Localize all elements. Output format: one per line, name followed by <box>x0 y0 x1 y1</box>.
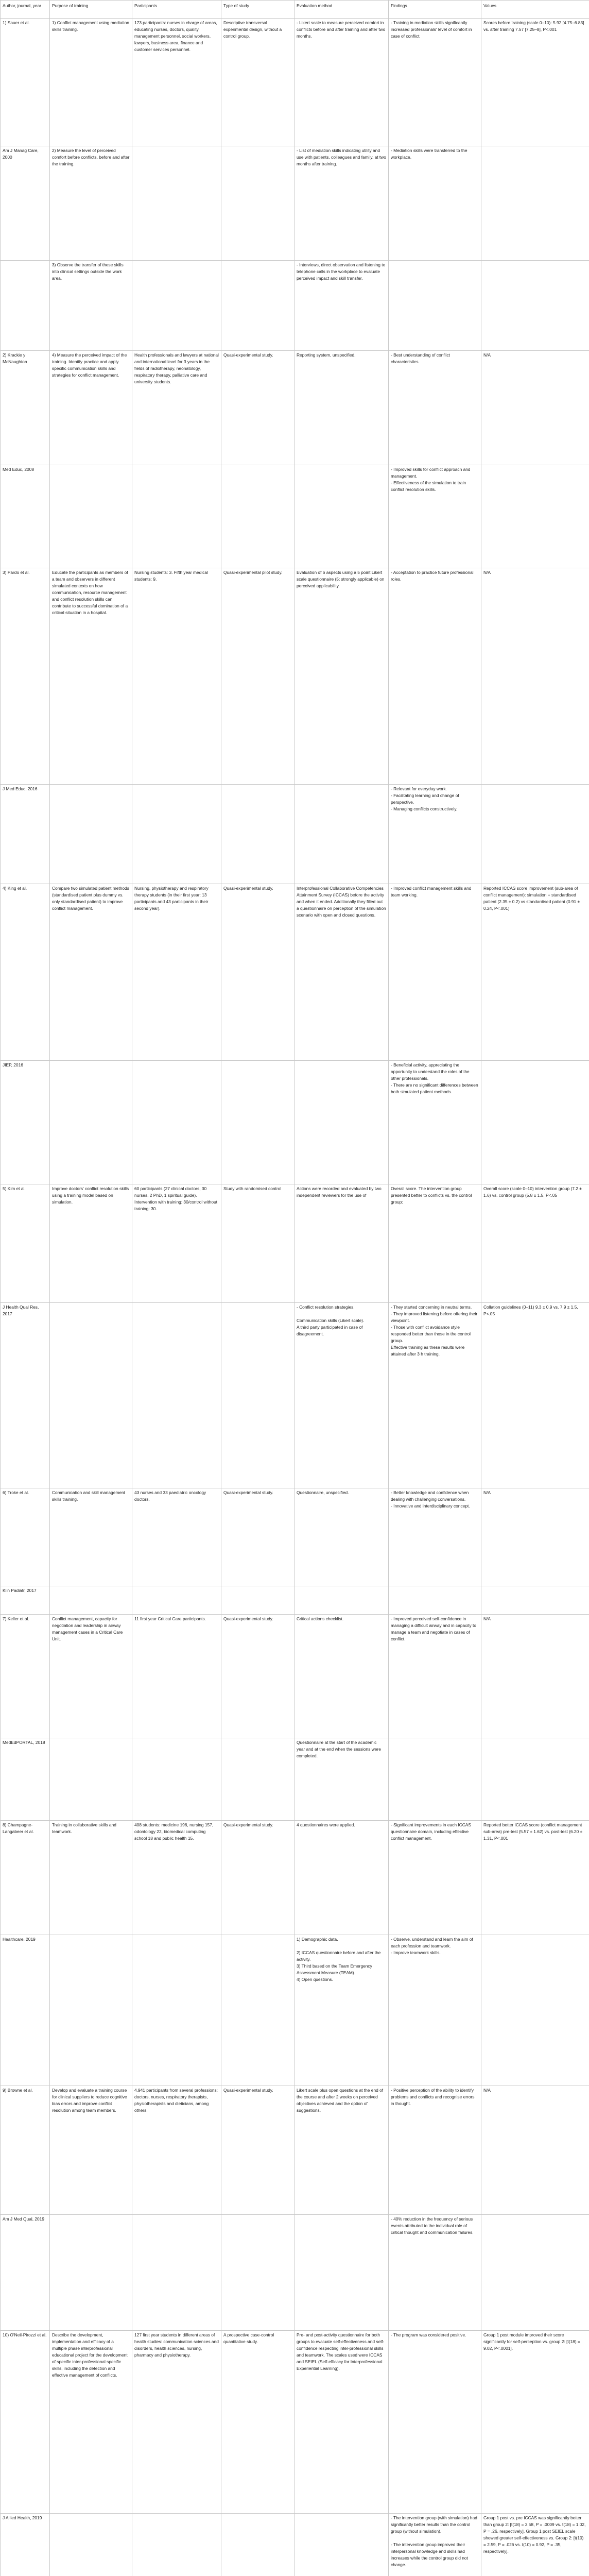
participants-cell: 173 participants: nurses in charge of areas, educating nurses, doctors, quality management personnel, social workers, lawyers, business area, finance and customer services personnel. <box>132 19 221 146</box>
purpose-cell: Conflict management, capacity for negotiation and leadership in airway management cases in a Critical Care Unit. <box>50 1615 132 1738</box>
participants-cell: Health professionals and lawyers at national and international level for 3 years in the fields of radiotherapy, neonatology, respiratory therapy, palliative care and university students. <box>132 351 221 465</box>
study-type-cell <box>221 1738 294 1821</box>
findings-cell: - The program was considered positive. <box>389 2331 481 2514</box>
study-type-cell <box>221 785 294 884</box>
table-row <box>1 19 589 146</box>
author-cell: 2) Krackie y McNaughton <box>1 351 50 465</box>
participants-cell: 127 first year students in different areas of health studies: communication sciences and disorders, health sciences, nursing, pharmacy and physiotherapy. <box>132 2331 221 2514</box>
values-cell: Overall score (scale 0–10) intervention group (7.2 ± 1.6) vs. control group (5.8 ± 1.5, P<.05 <box>481 1184 589 1303</box>
author-cell: Am J Med Qual, 2019 <box>1 2215 50 2331</box>
author-cell: 1) Sauer et al. <box>1 19 50 146</box>
evaluation-cell: - List of mediation skills indicating utility and use with patients, colleagues and family, at two months after training. <box>294 146 389 261</box>
findings-cell: - Better knowledge and confidence when dealing with challenging conversations. - Innovative and interdisciplinary concept. <box>389 1488 481 1586</box>
values-cell: Group 1 post module improved their score significantly for self-perception vs. group 2: [t(18) = 9.02, P<.0001]. <box>481 2331 589 2514</box>
table-row <box>1 261 589 351</box>
values-cell: N/A <box>481 2086 589 2215</box>
evaluation-cell <box>294 465 389 568</box>
participants-cell <box>132 1738 221 1821</box>
author-cell: 3) Pardo et al. <box>1 568 50 785</box>
author-cell: 7) Keller et al. <box>1 1615 50 1738</box>
values-cell <box>481 1738 589 1821</box>
author-cell: 6) Troke et al. <box>1 1488 50 1586</box>
participants-cell: 4,941 participants from several professions: doctors, nurses, respiratory therapists, physiotherapists and dieticians, among others. <box>132 2086 221 2215</box>
findings-cell: - Significant improvements in each ICCAS questionnaire domain, including effective conflict management. <box>389 1821 481 1935</box>
purpose-cell: Communication and skill management skills training. <box>50 1488 132 1586</box>
table-row <box>1 785 589 884</box>
values-cell <box>481 1061 589 1184</box>
participants-cell <box>132 1935 221 2086</box>
author-cell: Healthcare, 2019 <box>1 1935 50 2086</box>
evaluation-cell: - Interviews, direct observation and listening to telephone calls in the workplace to evaluate perceived impact and skill transfer. <box>294 261 389 351</box>
study-type-cell <box>221 261 294 351</box>
findings-cell: - Positive perception of the ability to identify problems and conflicts and recognise errors in thought. <box>389 2086 481 2215</box>
findings-cell: - Relevant for everyday work. - Facilitating learning and change of perspective. - Managing conflicts constructively. <box>389 785 481 884</box>
findings-cell <box>389 261 481 351</box>
study-type-cell: Study with randomised control <box>221 1184 294 1303</box>
evaluation-cell <box>294 1061 389 1184</box>
study-type-cell: Quasi-experimental study. <box>221 1615 294 1738</box>
column-header: Evaluation method <box>294 1 389 19</box>
evaluation-cell: Evaluation of 6 aspects using a 5 point Likert scale questionnaire (5: strongly applicable) on perceived applicability. <box>294 568 389 785</box>
column-header: Type of study <box>221 1 294 19</box>
column-header: Purpose of training <box>50 1 132 19</box>
table-row <box>1 1738 589 1821</box>
study-type-cell: Quasi-experimental study. <box>221 2086 294 2215</box>
purpose-cell <box>50 1586 132 1615</box>
table-body <box>1 19 589 2576</box>
table-row <box>1 351 589 465</box>
values-cell <box>481 1586 589 1615</box>
purpose-cell: Improve doctors' conflict resolution skills using a training model based on simulation. <box>50 1184 132 1303</box>
purpose-cell <box>50 2215 132 2331</box>
table-row <box>1 1615 589 1738</box>
findings-cell <box>389 1738 481 1821</box>
purpose-cell <box>50 1738 132 1821</box>
table-row <box>1 884 589 1061</box>
evaluation-cell: 4 questionnaires were applied. <box>294 1821 389 1935</box>
participants-cell: 11 first year Critical Care participants. <box>132 1615 221 1738</box>
study-type-cell: A prospective case-control quantitative study. <box>221 2331 294 2514</box>
purpose-cell <box>50 1935 132 2086</box>
participants-cell: 43 nurses and 33 paediatric oncology doctors. <box>132 1488 221 1586</box>
table-row <box>1 2086 589 2215</box>
purpose-cell: 3) Observe the transfer of these skills into clinical settings outside the work area. <box>50 261 132 351</box>
evaluation-cell: - Likert scale to measure perceived comfort in conflicts before and after training and after two months. <box>294 19 389 146</box>
values-cell <box>481 146 589 261</box>
table-row <box>1 568 589 785</box>
author-cell: Med Educ, 2008 <box>1 465 50 568</box>
author-cell: MedEdPORTAL, 2018 <box>1 1738 50 1821</box>
values-cell <box>481 2215 589 2331</box>
author-cell: J Health Qual Res, 2017 <box>1 1303 50 1488</box>
study-type-cell <box>221 2514 294 2576</box>
participants-cell <box>132 1303 221 1488</box>
values-cell: N/A <box>481 1488 589 1586</box>
study-type-cell: Quasi-experimental study. <box>221 351 294 465</box>
findings-cell: - The intervention group (with simulation) had significantly better results than the control group (without simulation). - The intervention group improved their interpersonal knowledge and skills had increases while the control group did not change. <box>389 2514 481 2576</box>
findings-cell: - Training in mediation skills significantly increased professionals' level of comfort in case of conflict. <box>389 19 481 146</box>
evaluation-cell <box>294 1586 389 1615</box>
author-cell: Am J Manag Care, 2000 <box>1 146 50 261</box>
values-cell: N/A <box>481 1615 589 1738</box>
values-cell: Scores before training (scale 0–10): 5.92 [4.75–6.83] vs. after training 7.57 [7.25–8], P<.001 <box>481 19 589 146</box>
values-cell: Collation guidelines (0–11) 9.3 ± 0.9 vs. 7.9 ± 1.5, P<.05 <box>481 1303 589 1488</box>
participants-cell <box>132 785 221 884</box>
evaluation-cell: 1) Demographic data. 2) ICCAS questionnaire before and after the activity. 3) Third based on the Team Emergency Assessment Measure (TEAM). 4) Open questions. <box>294 1935 389 2086</box>
table-row <box>1 1821 589 1935</box>
study-type-cell: Quasi-experimental study. <box>221 884 294 1061</box>
evaluation-cell: Pre- and post-activity questionnaire for both groups to evaluate self-effectiveness and self-confidence respecting inter-professional skills and teamwork. The scales used were ICCAS and SEIEL (Self-efficacy for Interprofessional Experiential Learning). <box>294 2331 389 2514</box>
purpose-cell: 1) Conflict management using mediation skills training. <box>50 19 132 146</box>
purpose-cell <box>50 465 132 568</box>
participants-cell: Nursing, physiotherapy and respiratory therapy students (in their first year: 13 participants and 43 participants in their second year). <box>132 884 221 1061</box>
column-header: Findings <box>389 1 481 19</box>
table-row <box>1 146 589 261</box>
study-type-cell <box>221 2215 294 2331</box>
table-row <box>1 465 589 568</box>
participants-cell <box>132 465 221 568</box>
evaluation-cell <box>294 785 389 884</box>
author-cell: 4) King et al. <box>1 884 50 1061</box>
table-row <box>1 2514 589 2576</box>
study-type-cell <box>221 1586 294 1615</box>
table-row <box>1 2331 589 2514</box>
evaluation-cell: Actions were recorded and evaluated by two independent reviewers for the use of <box>294 1184 389 1303</box>
evaluation-cell: - Conflict resolution strategies. Communication skills (Likert scale). A third party participated in case of disagreement. <box>294 1303 389 1488</box>
table-row <box>1 1303 589 1488</box>
participants-cell: 60 participants (27 clinical doctors, 30 nurses, 2 PhD, 1 spiritual guide). Intervention with training: 30/control without training: 30. <box>132 1184 221 1303</box>
participants-cell <box>132 2514 221 2576</box>
table-row <box>1 1061 589 1184</box>
participants-cell <box>132 261 221 351</box>
table-row <box>1 1488 589 1586</box>
study-type-cell: Descriptive transversal experimental design, without a control group. <box>221 19 294 146</box>
findings-cell: - Acceptation to practice future professional roles. <box>389 568 481 785</box>
participants-cell <box>132 2215 221 2331</box>
study-type-cell <box>221 146 294 261</box>
study-type-cell: Quasi-experimental study. <box>221 1821 294 1935</box>
evaluation-cell: Likert scale plus open questions at the end of the course and after 2 weeks on perceived objectives achieved and the option of suggestions. <box>294 2086 389 2215</box>
findings-cell: - Improved conflict management skills and team working. <box>389 884 481 1061</box>
author-cell: 9) Browne et al. <box>1 2086 50 2215</box>
table-header-row <box>1 1 589 19</box>
findings-cell: - Best understanding of conflict characteristics. <box>389 351 481 465</box>
study-type-cell <box>221 1061 294 1184</box>
findings-cell: - Improved perceived self-confidence in managing a difficult airway and in capacity to manage a team and negotiate in cases of conflict. <box>389 1615 481 1738</box>
participants-cell <box>132 1061 221 1184</box>
author-cell: JIEP, 2016 <box>1 1061 50 1184</box>
findings-cell <box>389 1586 481 1615</box>
author-cell: Klin Padiatr, 2017 <box>1 1586 50 1615</box>
author-cell: 8) Champagne-Langabeer et al. <box>1 1821 50 1935</box>
purpose-cell: 2) Measure the level of perceived comfort before conflicts, before and after the training. <box>50 146 132 261</box>
findings-cell: Overall score. The intervention group presented better to conflicts vs. the control group: <box>389 1184 481 1303</box>
study-type-cell <box>221 465 294 568</box>
purpose-cell <box>50 2514 132 2576</box>
table-row <box>1 2215 589 2331</box>
values-cell <box>481 261 589 351</box>
findings-cell: - Mediation skills were transferred to the workplace. <box>389 146 481 261</box>
purpose-cell: Develop and evaluate a training course for clinical suppliers to reduce cognitive bias errors and improve conflict resolution among team members. <box>50 2086 132 2215</box>
evaluation-cell <box>294 2514 389 2576</box>
values-cell: N/A <box>481 351 589 465</box>
findings-cell: - 40% reduction in the frequency of serious events attributed to the individual role of critical thought and communication failures. <box>389 2215 481 2331</box>
purpose-cell: Educate the participants as members of a team and observers in different simulated contexts on how communication, resource management and conflict resolution skills can contribute to successful domination of a critical situation in a hospital. <box>50 568 132 785</box>
author-cell: 10) O'Neil-Pirozzi et al. <box>1 2331 50 2514</box>
participants-cell: 408 students: medicine 196, nursing 157, odontology 22, biomedical computing school 18 and public health 15. <box>132 1821 221 1935</box>
evaluation-cell: Questionnaire at the start of the academic year and at the end when the sessions were completed. <box>294 1738 389 1821</box>
purpose-cell: Compare two simulated patient methods (standardised patient plus dummy vs. only standardised patient) to improve conflict management. <box>50 884 132 1061</box>
findings-cell: - They started concerning in neutral terms. - They improved listening before offering their viewpoint. - Those with conflict avoidance style responded better than those in the control group. Effective training as these results were attained after 3 h training. <box>389 1303 481 1488</box>
author-cell: J Allied Health, 2019 <box>1 2514 50 2576</box>
author-cell <box>1 261 50 351</box>
purpose-cell: Training in collaborative skills and teamwork. <box>50 1821 132 1935</box>
findings-cell: - Beneficial activity, appreciating the opportunity to understand the roles of the other professionals. - There are no significant differences between both simulated patient methods. <box>389 1061 481 1184</box>
values-cell <box>481 785 589 884</box>
evaluation-cell: Critical actions checklist. <box>294 1615 389 1738</box>
study-type-cell <box>221 1303 294 1488</box>
findings-cell: - Observe, understand and learn the aim of each profession and teamwork. - Improve teamwork skills. <box>389 1935 481 2086</box>
table-row <box>1 1586 589 1615</box>
findings-cell: - Improved skills for conflict approach and management. - Effectiveness of the simulation to train conflict resolution skills. <box>389 465 481 568</box>
participants-cell <box>132 146 221 261</box>
values-cell: N/A <box>481 568 589 785</box>
purpose-cell <box>50 785 132 884</box>
purpose-cell <box>50 1303 132 1488</box>
purpose-cell <box>50 1061 132 1184</box>
values-cell <box>481 1935 589 2086</box>
purpose-cell: 4) Measure the perceived impact of the training. Identify practice and apply specific communication skills and strategies for conflict management. <box>50 351 132 465</box>
table-row <box>1 1935 589 2086</box>
table-row <box>1 1184 589 1303</box>
author-cell: 5) Kim et al. <box>1 1184 50 1303</box>
values-cell: Reported better ICCAS score (conflict management sub-area) pre-test (5.57 ± 1.62) vs. post-test (6.20 ± 1.31, P<.001 <box>481 1821 589 1935</box>
study-type-cell <box>221 1935 294 2086</box>
column-header: Participants <box>132 1 221 19</box>
evaluation-cell: Reporting system, unspecified. <box>294 351 389 465</box>
values-cell <box>481 465 589 568</box>
evaluation-cell <box>294 2215 389 2331</box>
values-cell: Group 1 post vs. pre ICCAS was significantly better than group 2: [t(18) = 3.58, P = .0009 vs. t(18) = 1.02, P = .26, respectively]. Group 1 post SEIEL scale showed greater self-effectiveness vs. Group 2: [t(10) = 2.59, P = .026 vs. t(10) = 0.92, P = .35, respectively]. <box>481 2514 589 2576</box>
column-header: Author, journal, year <box>1 1 50 19</box>
column-header: Values <box>481 1 589 19</box>
study-type-cell: Quasi-experimental study. <box>221 1488 294 1586</box>
evaluation-cell: Interprofessional Collaborative Competencies Attainment Survey (ICCAS) before the activity and when it ended. Additionally they filled out a questionnaire on perception of the simulation scenario with open and closed questions. <box>294 884 389 1061</box>
evaluation-cell: Questionnaire, unspecified. <box>294 1488 389 1586</box>
author-cell: J Med Educ, 2016 <box>1 785 50 884</box>
values-cell: Reported ICCAS score improvement (sub-area of conflict management): simulation + standardised patient (2.35 ± 0.2) vs standardised patient (0.91 ± 0.24, P<.001) <box>481 884 589 1061</box>
participants-cell <box>132 1586 221 1615</box>
study-type-cell: Quasi-experimental pilot study. <box>221 568 294 785</box>
participants-cell: Nursing students: 3. Fifth year medical students: 9. <box>132 568 221 785</box>
purpose-cell: Describe the development, implementation and efficacy of a multiple phase interprofessional educational project for the development of specific inter-professional specific skills, including the detection and effective management of conflicts. <box>50 2331 132 2514</box>
